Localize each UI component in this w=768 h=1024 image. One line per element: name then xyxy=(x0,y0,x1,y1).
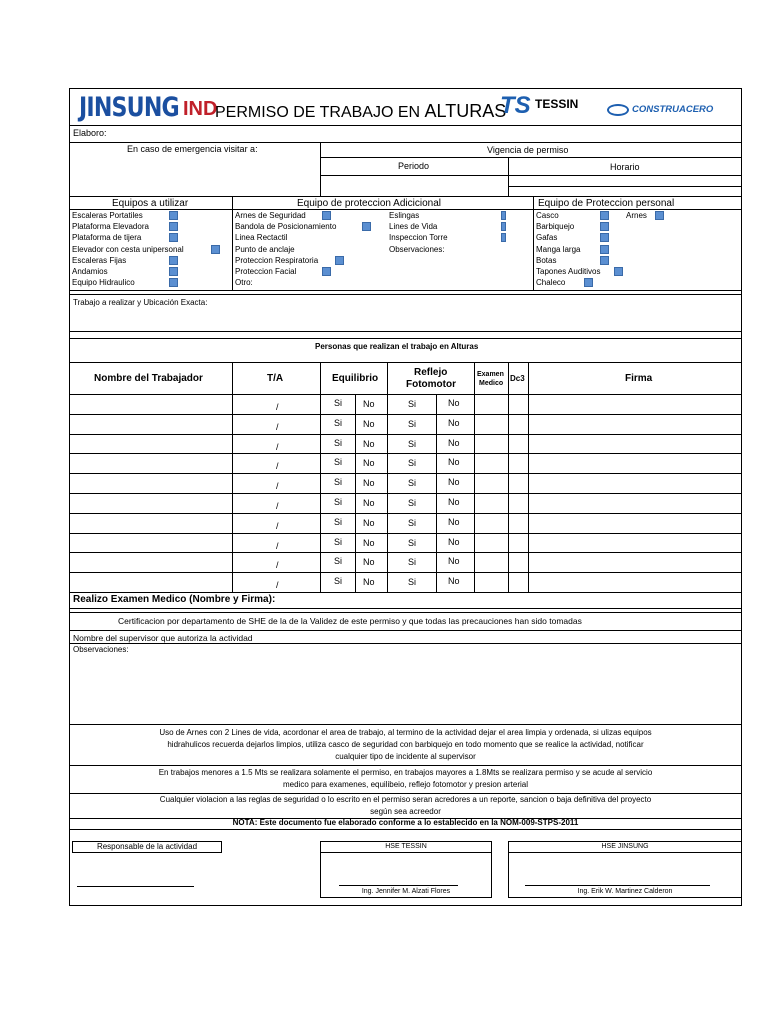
equilibrio-si[interactable]: Si xyxy=(334,576,343,587)
personal-item: Manga larga xyxy=(536,244,581,254)
personal-checkbox[interactable] xyxy=(584,278,593,287)
equipo-item: Equipo Hidraulico xyxy=(72,278,135,288)
tessin-logo-mark: TS xyxy=(500,92,531,119)
divider xyxy=(69,394,742,395)
certificacion-text: Certificacion por departamento de SHE de la de la Validez de este permiso y que todas las precauciones han sido tomadas xyxy=(118,616,582,626)
divider xyxy=(69,724,742,725)
adicional-checkbox[interactable] xyxy=(335,256,344,265)
hse-jinsung-signature-line[interactable] xyxy=(525,885,710,886)
adicional-item: Otro: xyxy=(235,278,253,288)
equipo-checkbox[interactable] xyxy=(169,222,178,231)
equipo-personal-heading: Equipo de Proteccion personal xyxy=(538,198,675,209)
table-row-divider xyxy=(69,473,742,474)
equipo-adicional-heading: Equipo de proteccion Adicicional xyxy=(297,198,441,209)
title-part2: ALTURAS xyxy=(424,101,507,121)
reflejo-si[interactable]: Si xyxy=(408,557,417,568)
reflejo-si[interactable]: Si xyxy=(408,537,417,548)
personal-checkbox[interactable] xyxy=(614,267,623,276)
col-dc3: Dc3 xyxy=(510,374,525,383)
tessin-logo-name: TESSIN xyxy=(535,97,579,111)
reflejo-no[interactable]: No xyxy=(448,516,460,527)
reflejo-no[interactable]: No xyxy=(448,417,460,428)
ta-slash[interactable]: / xyxy=(276,580,279,591)
arnes-checkbox[interactable] xyxy=(655,211,664,220)
equipo-item: Escaleras Fijas xyxy=(72,255,127,265)
divider xyxy=(69,294,742,295)
divider xyxy=(533,196,534,290)
equilibrio-no[interactable]: No xyxy=(363,438,375,449)
note-3b: según sea acreedor xyxy=(370,807,441,816)
divider xyxy=(69,362,742,363)
divider xyxy=(320,142,321,196)
divider xyxy=(474,362,475,592)
personas-heading: Personas que realizan el trabajo en Alturas xyxy=(315,342,479,351)
responsable-label: Responsable de la actividad xyxy=(96,842,198,851)
equipo-checkbox[interactable] xyxy=(169,256,178,265)
equilibrio-si[interactable]: Si xyxy=(334,497,343,507)
divider xyxy=(508,157,509,196)
adicional-checkbox[interactable] xyxy=(362,222,371,231)
note-2: En trabajos menores a 1.5 Mts se realizara solamente el permiso, en trabajos mayores a 1.8Mts se realizara permiso y se acude al servicio xyxy=(158,768,653,777)
equilibrio-no[interactable]: No xyxy=(363,458,375,469)
elaboro-label: Elaboro: xyxy=(73,128,107,138)
col-fotomotor: Fotomotor xyxy=(406,379,456,390)
ta-slash[interactable]: / xyxy=(276,461,279,472)
equilibrio-si[interactable]: Si xyxy=(334,556,343,567)
divider xyxy=(69,765,742,766)
divider xyxy=(320,175,742,176)
equilibrio-si[interactable]: Si xyxy=(334,477,343,488)
divider xyxy=(69,608,742,609)
reflejo-no[interactable]: No xyxy=(448,556,460,567)
jinsung-logo-suffix: IND xyxy=(183,98,218,120)
personal-checkbox[interactable] xyxy=(600,245,609,254)
construacero-logo: CONSTRUACERO xyxy=(632,104,714,115)
divider xyxy=(232,196,233,290)
equilibrio-no[interactable]: No xyxy=(363,399,375,409)
adicional-checkbox[interactable] xyxy=(501,233,506,242)
divider xyxy=(387,362,388,592)
horario-label: Horario xyxy=(610,162,640,172)
adicional-checkbox[interactable] xyxy=(322,211,331,220)
trabajo-label: Trabajo a realizar y Ubicación Exacta: xyxy=(73,298,208,307)
note-3: Cualquier violacion a las reglas de seguridad o lo escrito en el permiso seran acredores a un reporte, sancion o baja definitiva del proyecto xyxy=(159,795,652,804)
equilibrio-no[interactable]: No xyxy=(363,577,375,588)
observaciones-label: Observaciones: xyxy=(73,645,129,654)
adicional-item: Arnes de Seguridad xyxy=(235,211,306,220)
table-row-divider xyxy=(69,453,742,454)
table-row-divider xyxy=(69,414,742,415)
divider xyxy=(232,362,233,592)
equipo-item: Plataforma de tijera xyxy=(72,233,142,243)
equipo-item: Andamios xyxy=(72,267,108,276)
divider xyxy=(320,157,742,158)
col-equilibrio: Equilibrio xyxy=(332,373,379,384)
title-part1: PERMISO DE TRABAJO EN xyxy=(215,104,425,121)
table-row-divider xyxy=(69,513,742,514)
equipo-checkbox[interactable] xyxy=(169,211,178,220)
reflejo-no[interactable]: No xyxy=(448,398,460,408)
equilibrio-no[interactable]: No xyxy=(363,517,375,528)
hse-jinsung-label: HSE JINSUNG xyxy=(601,843,649,850)
reflejo-si[interactable]: Si xyxy=(408,458,417,469)
adicional-checkbox[interactable] xyxy=(322,267,331,276)
reflejo-no[interactable]: No xyxy=(448,576,460,587)
reflejo-si[interactable]: Si xyxy=(408,399,417,409)
ta-slash[interactable]: / xyxy=(276,560,279,571)
table-row-divider xyxy=(69,572,742,573)
divider xyxy=(69,196,742,197)
personal-item: Barbiquejo xyxy=(536,222,575,232)
reflejo-si[interactable]: Si xyxy=(408,498,417,508)
reflejo-si[interactable]: Si xyxy=(408,418,417,429)
table-row-divider xyxy=(69,493,742,494)
divider xyxy=(320,852,492,853)
equipo-checkbox[interactable] xyxy=(169,267,178,276)
reflejo-si[interactable]: Si xyxy=(408,577,417,588)
equilibrio-no[interactable]: No xyxy=(363,418,375,429)
nota-norma: NOTA: Este documento fue elaborado conforme a lo establecido en la NOM-009-STPS-2011 xyxy=(232,818,579,827)
equilibrio-no[interactable]: No xyxy=(363,537,375,548)
arnes-label: Arnes xyxy=(626,211,647,220)
realizo-label: Realizo Examen Medico (Nombre y Firma): xyxy=(73,594,276,605)
personal-item: Chaleco xyxy=(536,278,566,288)
ing-jinsung-name: Ing. Erik W. Martinez Calderon xyxy=(577,888,673,895)
hse-tessin-signature-line[interactable] xyxy=(339,885,458,886)
reflejo-si[interactable]: Si xyxy=(408,478,417,489)
personal-checkbox[interactable] xyxy=(600,233,609,242)
equilibrio-si[interactable]: Si xyxy=(334,457,343,468)
adicional-item: Observaciones: xyxy=(389,244,445,254)
hse-tessin-label: HSE TESSIN xyxy=(385,843,427,850)
personal-item: Botas xyxy=(536,255,557,265)
divider xyxy=(528,362,529,592)
ta-slash[interactable]: / xyxy=(276,540,279,551)
col-nombre: Nombre del Trabajador xyxy=(94,373,203,384)
personal-checkbox[interactable] xyxy=(600,222,609,231)
col-firma: Firma xyxy=(625,373,653,384)
table-row-divider xyxy=(69,533,742,534)
col-medico: Medico xyxy=(479,380,504,387)
ta-slash[interactable]: / xyxy=(276,441,279,452)
personal-checkbox[interactable] xyxy=(600,256,609,265)
equipo-checkbox[interactable] xyxy=(169,278,178,287)
adicional-item: Punto de anclaje xyxy=(235,244,295,254)
divider xyxy=(69,612,742,613)
divider xyxy=(69,331,742,332)
ing-tessin-name: Ing. Jennifer M. Alzati Flores xyxy=(361,888,451,895)
note-1: Uso de Arnes con 2 Lines de vida, acordonar el area de trabajo, al termino de la actividad dejar el area limpia y ordenada, si ulizas equipos xyxy=(159,728,652,737)
divider xyxy=(69,592,742,593)
table-row-divider xyxy=(69,434,742,435)
divider xyxy=(320,362,321,592)
equilibrio-si[interactable]: Si xyxy=(334,536,343,547)
equilibrio-si[interactable]: Si xyxy=(334,437,343,448)
col-reflejo: Reflejo xyxy=(414,367,448,378)
equilibrio-no[interactable]: No xyxy=(363,478,375,489)
reflejo-no[interactable]: No xyxy=(448,536,460,547)
divider xyxy=(508,362,509,592)
divider xyxy=(508,186,742,187)
adicional-item: Lines de Vida xyxy=(389,222,438,232)
divider xyxy=(508,852,742,853)
divider xyxy=(69,793,742,794)
reflejo-si[interactable]: Si xyxy=(408,438,417,449)
personal-item: Tapones Auditivos xyxy=(536,267,601,276)
divider xyxy=(69,338,742,339)
equipo-checkbox[interactable] xyxy=(169,233,178,242)
col-ta: T/A xyxy=(267,373,284,384)
equipo-item: Elevador con cesta unipersonal xyxy=(72,244,184,254)
divider xyxy=(69,290,742,291)
adicional-checkbox[interactable] xyxy=(501,211,506,220)
ta-slash[interactable]: / xyxy=(276,481,279,492)
reflejo-no[interactable]: No xyxy=(448,437,460,448)
equilibrio-si[interactable]: Si xyxy=(334,516,343,527)
adicional-item: Inspeccion Torre xyxy=(389,233,448,243)
divider xyxy=(69,643,742,644)
ta-slash[interactable]: / xyxy=(276,520,279,531)
vigencia-label: Vigencia de permiso xyxy=(487,145,569,155)
equipo-checkbox[interactable] xyxy=(211,245,220,254)
table-row-divider xyxy=(69,552,742,553)
equilibrio-si[interactable]: Si xyxy=(334,417,343,428)
divider xyxy=(69,209,742,210)
jinsung-logo: JINSUNG xyxy=(79,92,179,123)
note-1b: hidrahulicos recuerda dejarlos limpios, utiliza casco de seguridad con barbiquejo en todo momento que se realice la actividad, notificar xyxy=(167,740,644,749)
divider xyxy=(69,829,742,830)
reflejo-no[interactable]: No xyxy=(448,477,460,488)
equipo-item: Escaleras Portatiles xyxy=(72,211,143,220)
supervisor-label: Nombre del supervisor que autoriza la actividad xyxy=(73,633,253,643)
divider xyxy=(69,125,742,126)
equilibrio-no[interactable]: No xyxy=(363,498,375,508)
responsable-signature-line[interactable] xyxy=(77,886,194,887)
equilibrio-no[interactable]: No xyxy=(363,557,375,568)
ta-slash[interactable]: / xyxy=(276,402,279,412)
adicional-item: Eslingas xyxy=(389,211,420,220)
divider xyxy=(69,630,742,631)
reflejo-no[interactable]: No xyxy=(448,497,460,507)
ta-slash[interactable]: / xyxy=(276,421,279,432)
adicional-item: Proteccion Respiratoria xyxy=(235,255,319,265)
note-2b: medico para examenes, equilibeio, reflejo fotomotor y presion arterial xyxy=(282,780,528,789)
col-examen: Examen xyxy=(477,371,504,378)
divider xyxy=(69,142,742,143)
equilibrio-si[interactable]: Si xyxy=(334,398,343,408)
personal-item: Casco xyxy=(536,211,559,220)
note-1c: cualquier tipo de incidente al supervisor xyxy=(335,752,476,761)
personal-checkbox[interactable] xyxy=(600,211,609,220)
personal-item: Gafas xyxy=(536,233,558,243)
ta-slash[interactable]: / xyxy=(276,501,279,511)
reflejo-si[interactable]: Si xyxy=(408,517,417,528)
equipo-item: Plataforma Elevadora xyxy=(72,222,149,232)
periodo-label: Periodo xyxy=(398,161,430,171)
emergencia-label: En caso de emergencia visitar a: xyxy=(127,144,258,154)
adicional-item: Bandola de Posicionamiento xyxy=(235,222,337,232)
adicional-checkbox[interactable] xyxy=(501,222,506,231)
adicional-item: Proteccion Facial xyxy=(235,267,297,276)
equipos-utilizar-heading: Equipos a utilizar xyxy=(112,198,189,209)
adicional-item: Linea Rectactil xyxy=(235,233,288,243)
reflejo-no[interactable]: No xyxy=(448,457,460,468)
